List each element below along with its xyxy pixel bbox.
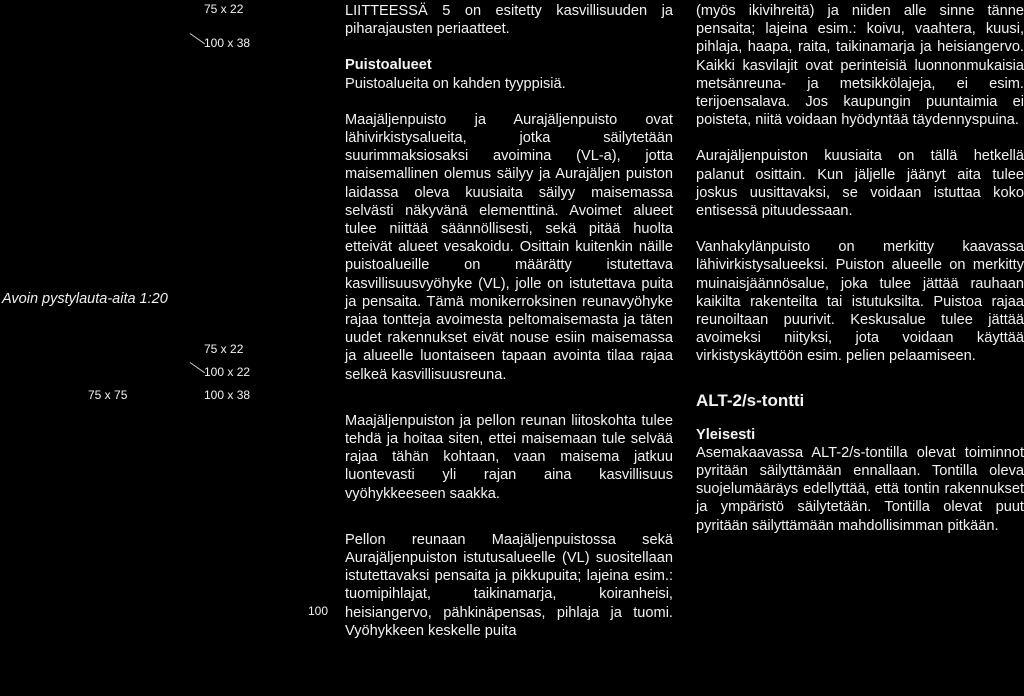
section-title: Puistoalueet [345, 57, 432, 74]
text-column-1 [345, 2, 673, 640]
dim-label-bottom-2: 100 x 22 [204, 365, 251, 379]
dim-leader-top [190, 33, 205, 44]
alt-subheading: Yleisesti [696, 426, 756, 443]
drawing-caption: Avoin pystylauta-aita 1:20 [2, 291, 168, 307]
dim-label-top-2: 100 x 38 [204, 36, 251, 50]
spruce-hedge-paragraph: Aurajäljenpuiston kuusiaita on tällä hetkellä palanut osittain. Kun jäljelle jäänyt aita tulee joskus uusittavaksi, se voidaan istuttaa koko entisessä pituudessaan. [696, 148, 1024, 220]
species-paragraph: (myös ikivihreitä) ja niiden alle sinne tänne pensaita; lajeina esim.: koivu, vaahtera, kuusi, pihlaja, haapa, raita, taikinamarja ja heisiangervo. Kaikki kasvilajit ovat perinteisiä luonnonmukaisia metsänreuna- ja metsikkölajeja, ei esim. terijoensalava. Jos kaupungin puuntaimia ei poisteta, niitä voidaan hyödyntää täydennyspuina. [696, 3, 1024, 129]
alt-heading: ALT-2/s-tontti [696, 390, 805, 410]
alt-paragraph: Asemakaavassa ALT-2/s-tontilla olevat toiminnot pyritään säilyttämään ennallaan. Tontilla oleva suojelumääräys edellyttää, että tontin rakennukset ja ympäristö säilytetään. Tontilla olevat puut pyritään säilyttämään mahdollisimman pitkään. [696, 444, 1024, 534]
dim-label-bottom-1: 75 x 22 [204, 342, 244, 356]
dim-leader-bottom [190, 362, 205, 373]
text-column-2 [696, 2, 1024, 535]
dim-label-top-1: 75 x 22 [204, 2, 244, 16]
dim-label-bottom-3: 100 x 38 [204, 388, 251, 402]
parks-paragraph-1: Maajäljenpuisto ja Aurajäljenpuisto ovat lähivirkistysalueita, jotka säilytetään suurimmaksiosaksi avoimina (VL-a), jotta maisemallinen olemus säilyy ja Aurajäljen puiston laidassa oleva kuusiaita säilyy maisemassa selvästi näkyvänä elementtinä. Avoimet alueet tulee niittää säännöllisesti, sekä pitää huolta etteivät alueet vesakoidu. Osittain kuitenkin näille puistoalueille on määrätty istutettava kasvillisuusvyöhyke (VL), jolle on istutettava puita ja pensaita. Tämä monikerroksinen reunavyöhyke rajaa tontteja avoimesta peltomaisemasta ja täten uudet rakennukset eivät nouse esiin maisemassa ja alueelle luontaiseen tapaan avointa tilaa rajaa selkeä kasvillisuusreuna. [345, 111, 673, 383]
section-intro: Puistoalueita on kahden tyyppisiä. [345, 75, 566, 92]
dim-label-post: 75 x 75 [88, 388, 128, 402]
vanhakyla-paragraph: Vanhakylänpuisto on merkitty kaavassa lähivirkistysalueeksi. Puiston alueelle on merkitty muinaisjäännösalue, joka tulee jättää rauhaan kaikilta rakenteilta tai istutuksilta. Puistoa rajaa reunoiltaan puurivit. Keskusalue tulee jättää avoimeksi niityksi, jota voidaan käyttää virkistyskäyttöön esim. pelien pelaamiseen. [696, 239, 1024, 365]
parks-paragraph-3: Pellon reunaan Maajäljenpuistossa sekä Aurajäljenpuiston istutusalueelle (VL) suositellaan istutettavaksi pensaita ja pikkupuita; lajeina esim.: tuomipihlajat, taikinamarja, koiranheisi, heisiangervo, pähkinäpensas, pihlaja ja tuomi. Vyöhykkeen keskelle puita [345, 531, 673, 639]
parks-paragraph-2: Maajäljenpuiston ja pellon reunan liitoskohta tulee tehdä ja hoitaa siten, ettei maisemaan tule selvää rajaa tähän kohtaan, vaan maisema jatkuu luontevasti yli rajan aina kasvillisuus vyöhykkeeseen saakka. [345, 412, 673, 502]
page-number: 100 [308, 604, 329, 618]
intro-paragraph: LIITTEESSÄ 5 on esitetty kasvillisuuden ja piharajausten periaatteet. [345, 3, 673, 38]
